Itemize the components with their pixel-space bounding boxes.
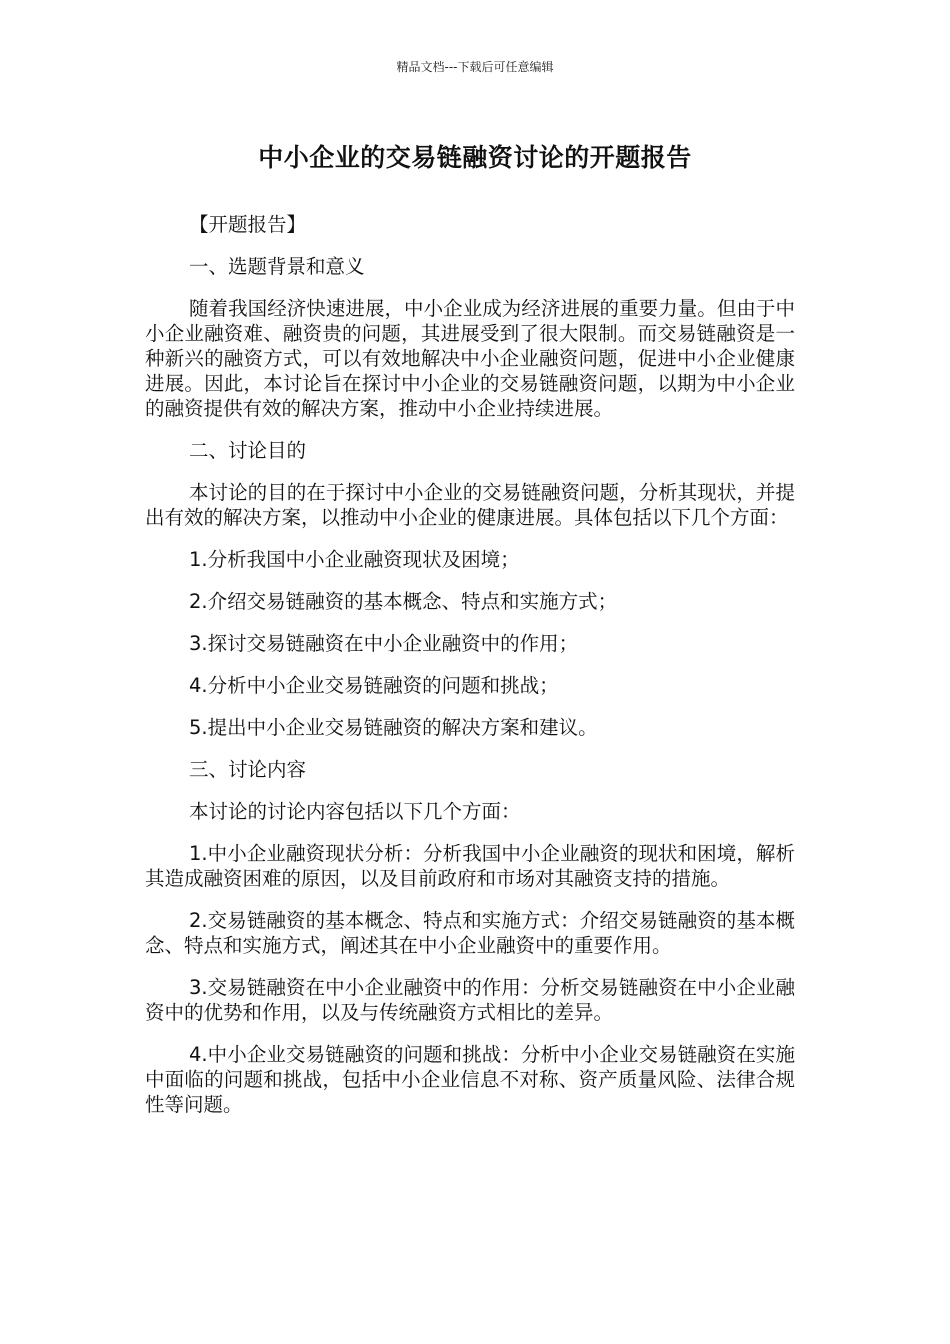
list-item-content-4: 4.中小企业交易链融资的问题和挑战：分析中小企业交易链融资在实施中面临的问题和挑战，包括中小企业信息不对称、资产质量风险、法律合规性等问题。 xyxy=(145,1043,795,1116)
list-item-purpose-5: 5.提出中小企业交易链融资的解决方案和建议。 xyxy=(189,716,598,739)
section-heading-background: 一、选题背景和意义 xyxy=(189,255,365,278)
report-label: 【开题报告】 xyxy=(189,213,307,236)
document-title: 中小企业的交易链融资讨论的开题报告 xyxy=(258,143,692,172)
header-note: 精品文档---下载后可任意编辑 xyxy=(396,60,554,74)
paragraph-background: 随着我国经济快速进展，中小企业成为经济进展的重要力量。但由于中小企业融资难、融资贵的问题，其进展受到了很大限制。而交易链融资是一种新兴的融资方式，可以有效地解决中小企业融资问题，促进中小企业健康进展。因此，本讨论旨在探讨中小企业的交易链融资问题，以期为中小企业的融资提供有效的解决方案，推动中小企业持续进展。 xyxy=(145,297,795,420)
document-body xyxy=(145,212,795,1134)
paragraph-content-intro: 本讨论的讨论内容包括以下几个方面： xyxy=(189,800,521,823)
section-heading-content: 三、讨论内容 xyxy=(189,758,307,781)
list-item-content-2: 2.交易链融资的基本概念、特点和实施方式：介绍交易链融资的基本概念、特点和实施方式，阐述其在中小企业融资中的重要作用。 xyxy=(145,909,795,957)
paragraph-purpose: 本讨论的目的在于探讨中小企业的交易链融资问题，分析其现状，并提出有效的解决方案，以推动中小企业的健康进展。具体包括以下几个方面： xyxy=(145,481,795,529)
list-item-purpose-3: 3.探讨交易链融资在中小企业融资中的作用； xyxy=(189,632,579,655)
list-item-content-1: 1.中小企业融资现状分析：分析我国中小企业融资的现状和困境，解析其造成融资困难的原因，以及目前政府和市场对其融资支持的措施。 xyxy=(145,842,795,890)
list-item-purpose-4: 4.分析中小企业交易链融资的问题和挑战； xyxy=(189,674,559,697)
list-item-purpose-1: 1.分析我国中小企业融资现状及困境； xyxy=(189,548,520,571)
section-heading-purpose: 二、讨论目的 xyxy=(189,439,307,462)
list-item-content-3: 3.交易链融资在中小企业融资中的作用：分析交易链融资在中小企业融资中的优势和作用，以及与传统融资方式相比的差异。 xyxy=(145,976,795,1024)
list-item-purpose-2: 2.介绍交易链融资的基本概念、特点和实施方式； xyxy=(189,590,618,613)
